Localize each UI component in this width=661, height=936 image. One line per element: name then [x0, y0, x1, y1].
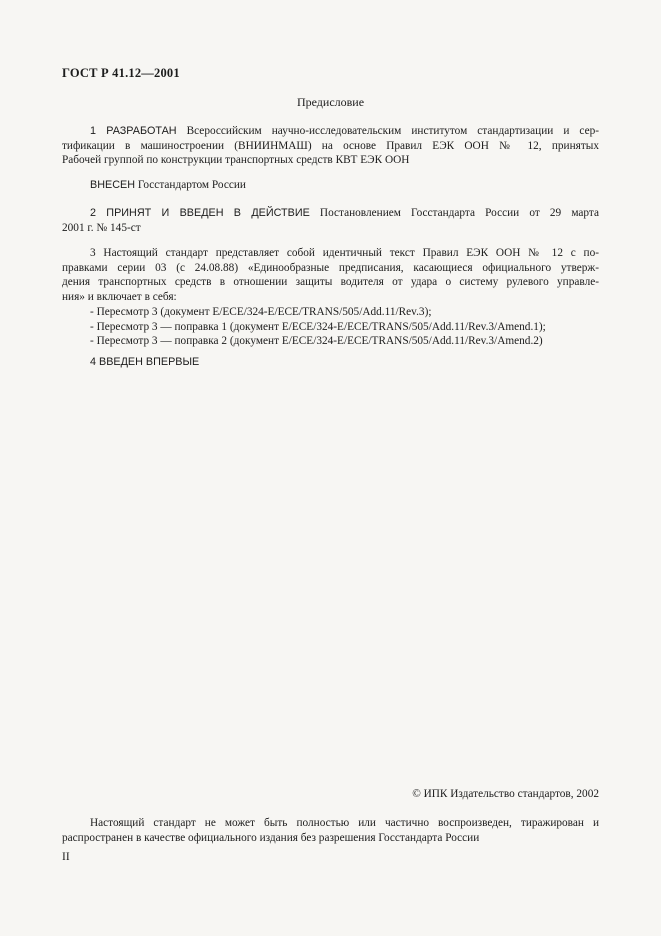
- paragraph-lead: ВНЕСЕН: [90, 179, 135, 191]
- paragraph-lead: 4 ВВЕДЕН ВПЕРВЫЕ: [90, 356, 200, 368]
- paragraph-line: [62, 178, 599, 193]
- paragraph-text: Госстандартом России: [135, 179, 246, 191]
- paragraph-text: Постановлением Госстандарта России от 29 марта: [309, 207, 599, 219]
- paragraph-line: ния» и включает в себя:: [62, 291, 177, 304]
- list-item: - Пересмотр 3 — поправка 1 (документ E/ECE/324-E/ECE/TRANS/505/Add.11/Rev.3/Amend.1);: [90, 320, 546, 333]
- page-number: II: [62, 851, 70, 863]
- paragraph-lead: 2 ПРИНЯТ И ВВЕДЕН В ДЕЙСТВИЕ: [90, 207, 310, 219]
- paragraph-line: 3 Настоящий стандарт представляет собой идентичный текст Правил ЕЭК ООН № 12 с по-: [90, 247, 599, 259]
- paragraph-lead: 1 РАЗРАБОТАН: [90, 125, 177, 137]
- paragraph-line: [62, 206, 599, 221]
- paragraph-line: тификации в машиностроении (ВНИИНМАШ) на основе Правил ЕЭК ООН № 12, принятых: [62, 139, 599, 152]
- paragraph-line: [62, 124, 599, 139]
- paragraph-line: правками серии 03 (с 24.08.88) «Единообразные предписания, касающиеся официального утверж-: [62, 261, 599, 274]
- copyright-line: © ИПК Издательство стандартов, 2002: [412, 788, 599, 800]
- paragraph-introduced: [62, 178, 599, 193]
- notice-line: Настоящий стандарт не может быть полностью или частично воспроизведен, тиражирован и: [90, 817, 599, 829]
- paragraph-adopted: [62, 206, 599, 235]
- paragraph-line: дения транспортных средств в отношении защиты водителя от удара о систему рулевого управле-: [62, 276, 599, 289]
- document-code: ГОСТ Р 41.12—2001: [62, 66, 180, 80]
- paragraph-first-introduced: [62, 355, 599, 370]
- paragraph-line: [62, 355, 599, 370]
- list-item: - Пересмотр 3 — поправка 2 (документ E/ECE/324-E/ECE/TRANS/505/Add.11/Rev.3/Amend.2): [90, 335, 543, 348]
- paragraph-line: 2001 г. № 145-ст: [62, 221, 141, 234]
- page-title: Предисловие: [296, 95, 365, 109]
- copyright-notice: [62, 816, 599, 845]
- paragraph-developed: [62, 124, 599, 168]
- paragraph-identical-text: [62, 246, 599, 349]
- paragraph-text: Всероссийским научно-исследовательским институтом стандартизации и сер-: [176, 125, 599, 137]
- notice-line: распространен в качестве официального издания без разрешения Госстандарта России: [62, 831, 480, 844]
- list-item: - Пересмотр 3 (документ E/ECE/324-E/ECE/TRANS/505/Add.11/Rev.3);: [90, 305, 432, 318]
- paragraph-line: Рабочей группой по конструкции транспортных средств КВТ ЕЭК ООН: [62, 154, 410, 167]
